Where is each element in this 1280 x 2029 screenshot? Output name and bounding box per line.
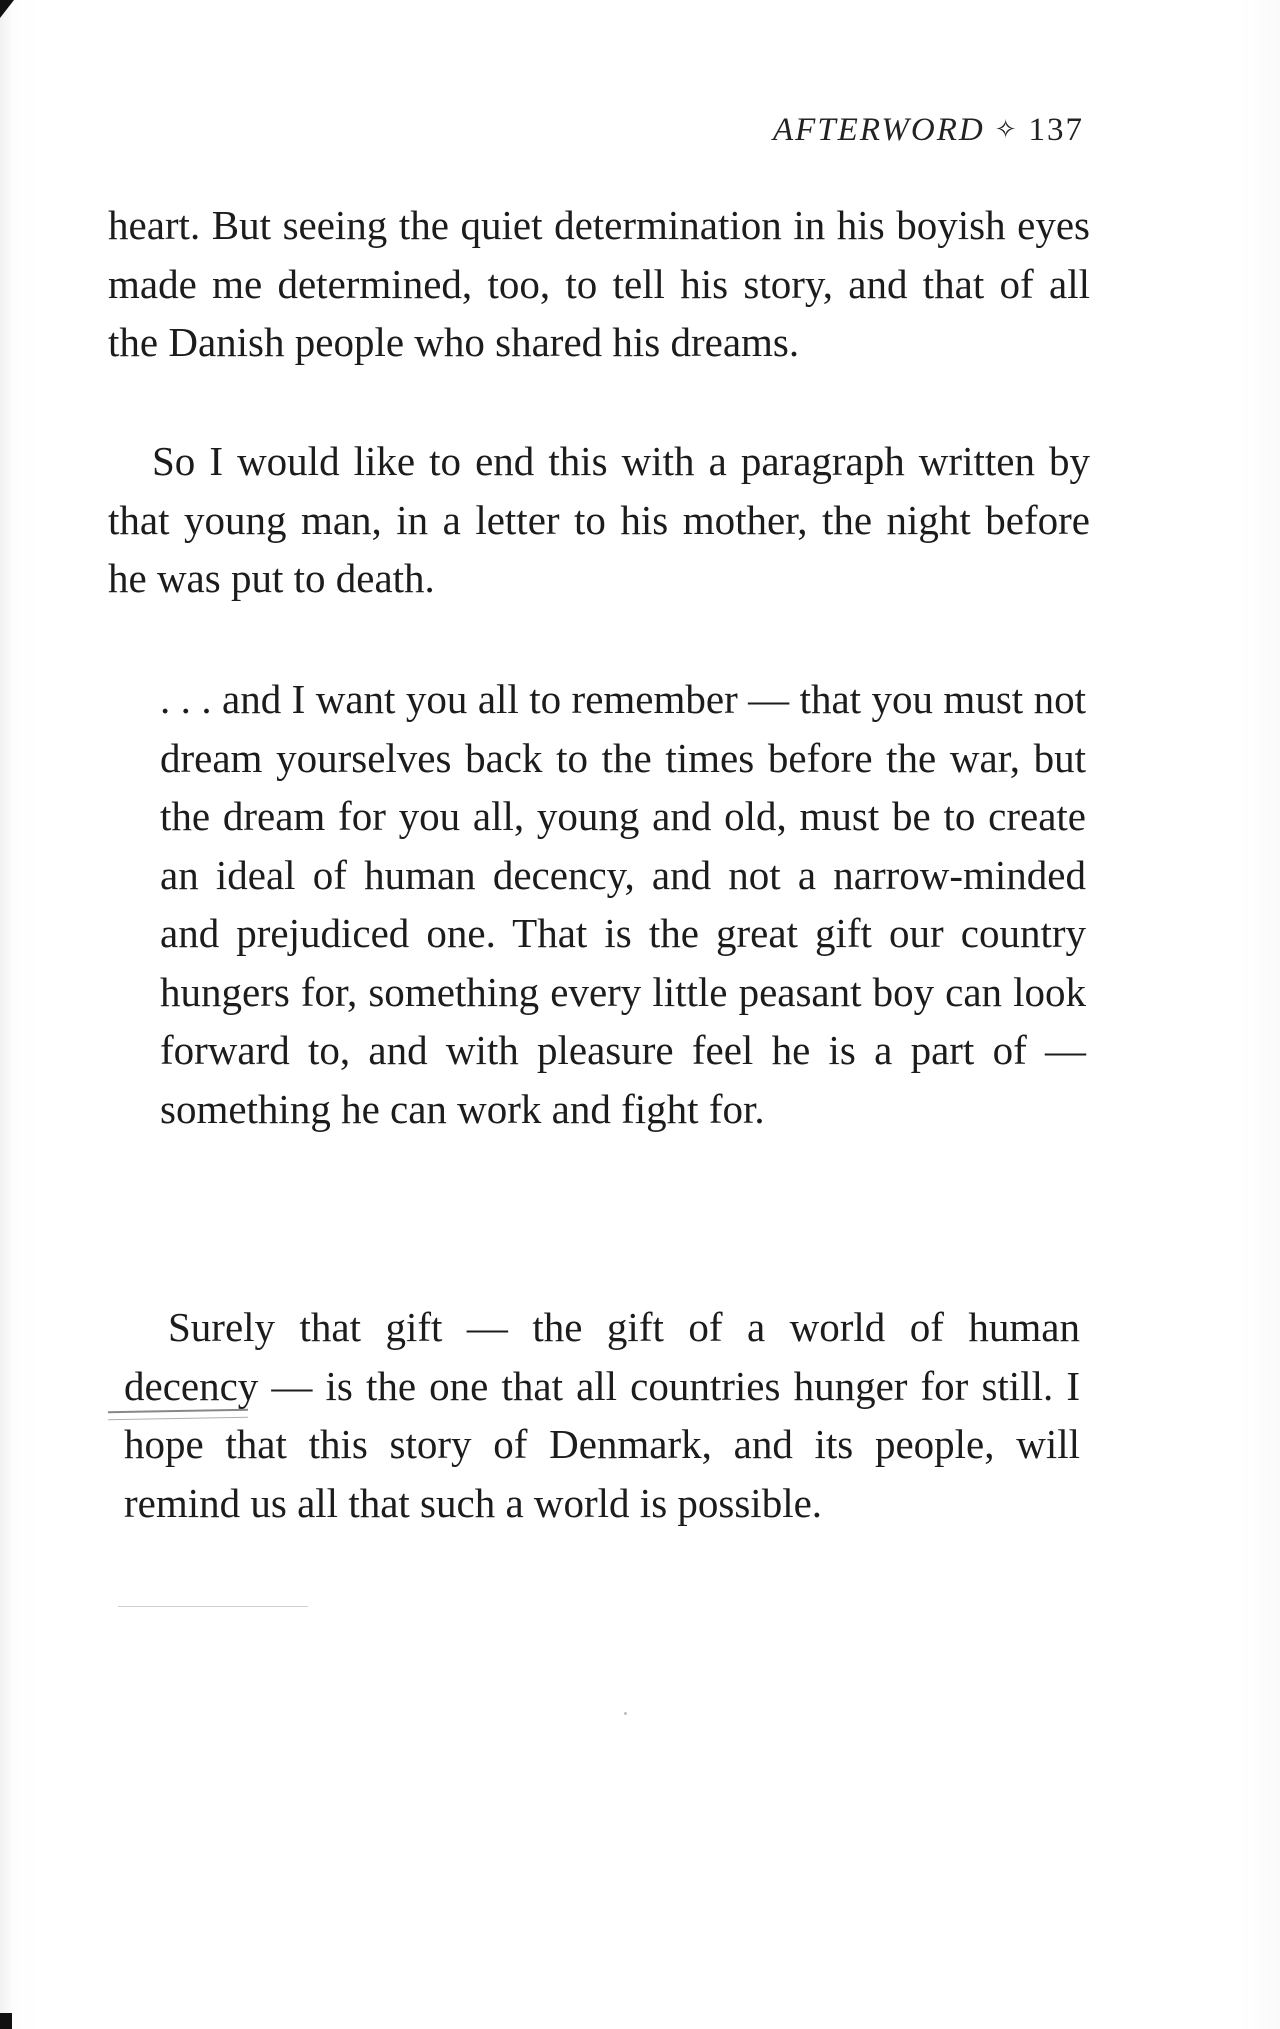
page-corner-mark [0, 0, 14, 18]
pencil-stroke-mark [118, 1606, 308, 1607]
paragraph-continued: heart. But seeing the quiet determination in his boyish eyes made me determined, too, to tell his story, and that of all the Danish people who shared his dreams. [108, 202, 1090, 365]
page-bottom-mark [0, 2013, 12, 2029]
running-head-title: AFTERWORD [773, 112, 985, 148]
ornament-icon: ✧ [994, 115, 1019, 144]
running-head [773, 112, 1084, 149]
block-quote: . . . and I want you all to remember — that you must not dream yourselves back to the times before the war, but the dream for you all, young and old, must be to create an ideal of human decency, and not a narrow-minded and prejudiced one. That is the great gift our country hungers for, something every little peasant boy can look forward to, and with pleasure feel he is a part of — something he can work and fight for. [160, 676, 1086, 1132]
paragraph-intro: So I would like to end this with a paragraph written by that young man, in a letter to his mother, the night before he was put to death. [108, 438, 1090, 601]
paragraph-closing: Surely that gift — the gift of a world of human decency — is the one that all countries hunger for still. I hope that this story of Denmark, and its people, will remind us all that such a world is possible. [124, 1304, 1080, 1526]
paper-speck [624, 1712, 627, 1715]
page-number: 137 [1028, 112, 1084, 148]
